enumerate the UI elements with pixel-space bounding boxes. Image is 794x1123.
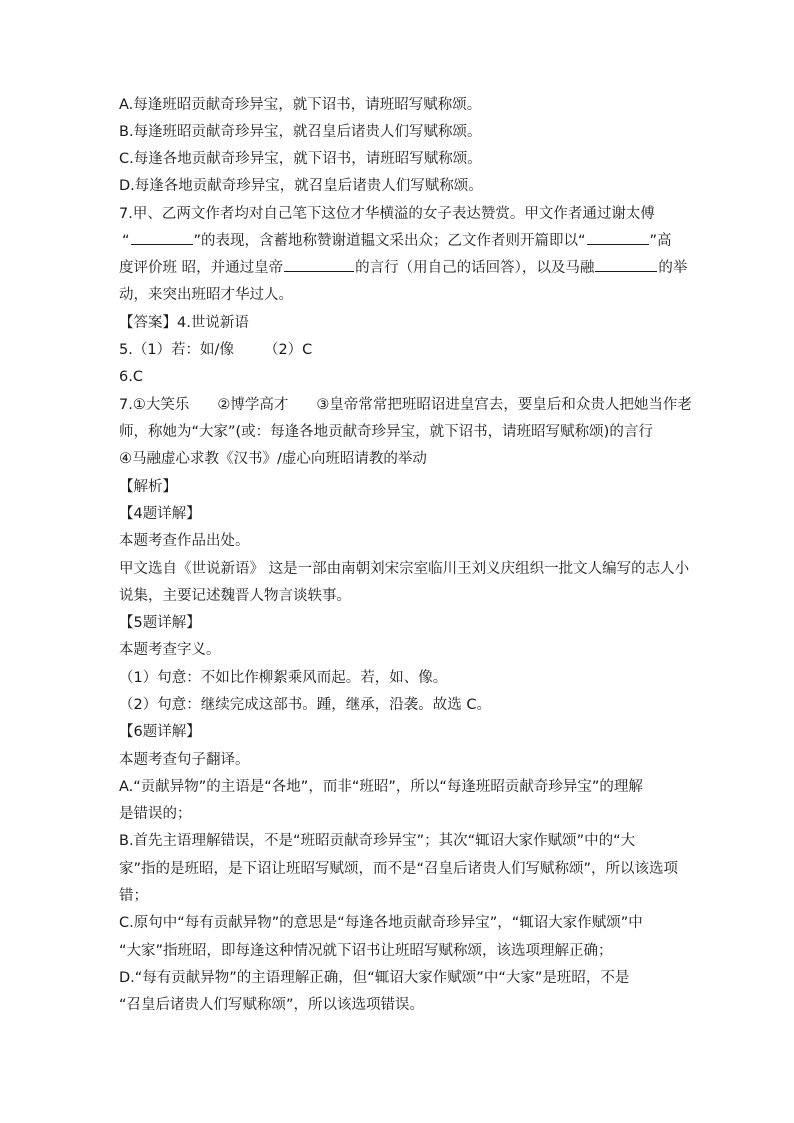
answer-5: [119, 341, 679, 359]
detail-4-line-2: 甲文选自《世说新语》 这是一部由南朝刘宋宗室临川王刘义庆组织一批文人编写的志人小: [119, 561, 690, 577]
answer-blank-3: [284, 259, 354, 272]
detail-6-line-7: C.原句中“每有贡献异物”的意思是“每逢各地贡献奇珍异宝”，“辄诏大家作赋颂”中: [119, 915, 643, 931]
detail-4-line-1: 本题考查作品出处。: [119, 533, 250, 549]
detail-5-heading: 【5题详解】: [119, 615, 201, 631]
detail-6-line-5: 家”指的是班昭，是下诏让班昭写赋颂，而不是“召皇后诸贵人们写赋称颂”，所以该选项: [119, 861, 679, 877]
answer-7-item-2: ②博学高才: [217, 397, 289, 413]
answer-7-item-3: ③皇帝常常把班昭诏进皇宫去，要皇后和众贵人把她当作老: [316, 397, 692, 413]
detail-5-line-3: （2）句意：继续完成这部书。踵，继承，沿袭。故选 C。: [119, 697, 491, 713]
detail-6-line-8: “大家”指班昭，即每逢这种情况就下诏书让班昭写赋称颂，该选项理解正确；: [119, 943, 613, 959]
answer-blank-2: [587, 232, 649, 245]
detail-5-line-1: 本题考查字义。: [119, 642, 221, 658]
detail-6-line-6: 错；: [119, 888, 148, 904]
answer-blank-4: [595, 259, 657, 272]
detail-6-line-2: A.“贡献异物”的主语是“各地”，而非“班昭”，所以“每逢班昭贡献奇珍异宝”的理解: [119, 779, 643, 795]
question-7-line-1: 7.甲、乙两文作者均对自己笔下这位才华横溢的女子表达赞赏。甲文作者通过谢太傅: [119, 206, 655, 222]
answer-5-part-1: 5.（1）若：如/像: [119, 342, 234, 358]
q7-end-text: ”高: [649, 233, 672, 249]
question-7-line-4: 动，来突出班昭才华过人。: [119, 287, 293, 303]
question-7-line-3: [119, 259, 688, 277]
answer-5-part-2: （2）C: [263, 342, 313, 358]
detail-6-line-9: D.“每有贡献异物”的主语理解正确，但“辄诏大家作赋颂”中“大家”是班昭，不是: [119, 970, 630, 986]
answer-7-line-2: 师，称她为“大家”(或：每逢各地贡献奇珍异宝，就下诏书，请班昭写赋称颂)的言行: [119, 424, 653, 440]
detail-6-heading: 【6题详解】: [119, 724, 201, 740]
answer-heading: 【答案】4.世说新语: [119, 315, 249, 331]
analysis-heading: 【解析】: [119, 479, 177, 495]
detail-4-line-3: 说集，主要记述魏晋人物言谈轶事。: [119, 588, 351, 604]
answer-7-line-1: [119, 396, 692, 414]
answer-blank-1: [131, 232, 193, 245]
option-a: A.每逢班昭贡献奇珍异宝，就下诏书，请班昭写赋称颂。: [119, 97, 482, 113]
question-7-line-2: [122, 232, 682, 250]
detail-6-line-4: B.首先主语理解错误，不是“班昭贡献奇珍异宝”；其次“辄诏大家作赋颂”中的“大: [119, 833, 636, 849]
detail-6-line-10: “召皇后诸贵人们写赋称颂”，所以该选项错误。: [119, 997, 425, 1013]
detail-5-line-2: （1）句意：不如比作柳絮乘风而起。若，如、像。: [119, 670, 448, 686]
option-b: B.每逢班昭贡献奇珍异宝，就召皇后诸贵人们写赋称颂。: [119, 124, 482, 140]
answer-7-line-3: ④马融虚心求教《汉书》/虚心向班昭请教的举动: [119, 451, 427, 467]
answer-7-item-1: 7.①大笑乐: [119, 397, 190, 413]
q7-open-quote: “: [122, 233, 130, 249]
q7-mid-text: ”的表现，含蓄地称赞谢道韫文采出众；乙文作者则开篇即以“: [193, 233, 586, 249]
option-c: C.每逢各地贡献奇珍异宝，就下诏书，请班昭写赋称颂。: [119, 151, 482, 167]
q7-line3-text-1: 度评价班 昭，并通过皇帝: [119, 260, 284, 276]
q7-line3-text-3: 的举: [658, 260, 688, 276]
detail-4-heading: 【4题详解】: [119, 506, 201, 522]
detail-6-line-3: 是错误的；: [119, 806, 192, 822]
option-d: D.每逢各地贡献奇珍异宝，就召皇后诸贵人们写赋称颂。: [119, 178, 483, 194]
detail-6-line-1: 本题考查句子翻译。: [119, 752, 250, 768]
answer-6: 6.C: [119, 369, 143, 385]
q7-line3-text-2: 的言行（用自己的话回答），以及马融: [355, 260, 595, 276]
